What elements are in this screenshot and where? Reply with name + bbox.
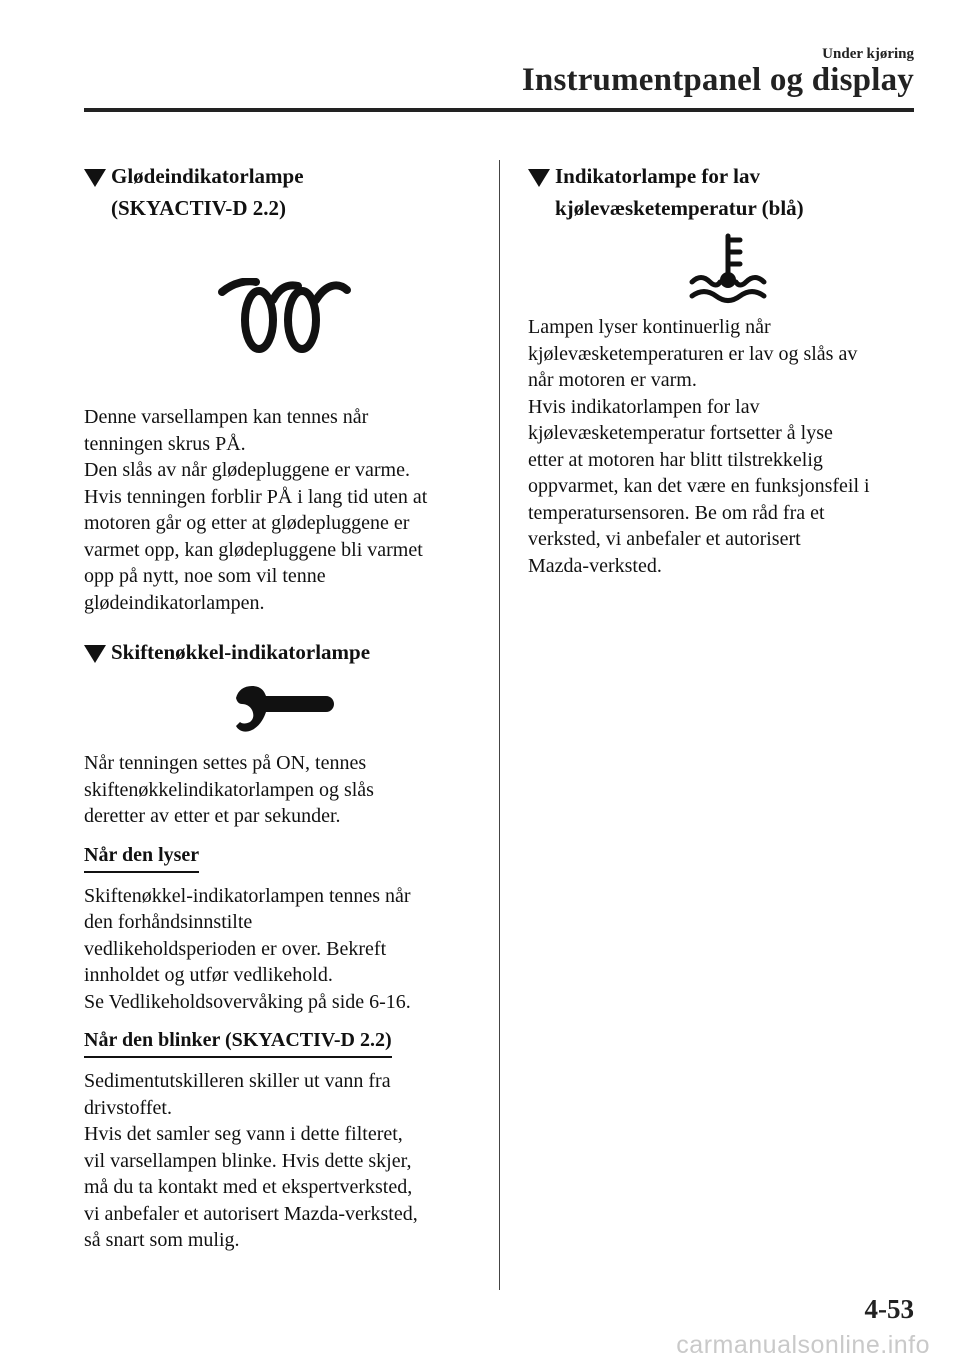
wrench-heading-text: Skiftenøkkel-indikatorlampe — [111, 640, 371, 664]
when-lit-body: Skiftenøkkel-indikatorlampen tennes når den forhåndsinnstilte vedlikeholdsperioden er over. Bekreft innholdet og utfør vedlikehold. Se Vedlikeholdsovervåking på side 6-16. — [84, 884, 411, 1013]
triangle-bullet-icon — [84, 645, 106, 663]
glow-section-heading — [84, 160, 484, 224]
page-number: 4-53 — [864, 1294, 914, 1324]
right-column — [528, 160, 928, 579]
when-blinking-heading: Når den blinker (SKYACTIV-D 2.2) — [84, 1027, 392, 1058]
header-section-label: Under kjøring — [822, 46, 914, 62]
page-title: Instrumentpanel og display — [521, 62, 914, 98]
glow-heading-text: Glødeindikatorlampe (SKYACTIV-D 2.2) — [111, 164, 304, 220]
when-blinking-body: Sedimentutskilleren skiller ut vann fra drivstoffet. Hvis det samler seg vann i dette filteret, vil varsellampen blinke. Hvis dette skjer, må du ta kontakt med et ekspertverksted, vi anbefaler et autorisert Mazda-verksted, så snart som mulig. — [84, 1070, 418, 1251]
coolant-temperature-icon — [528, 232, 928, 304]
watermark: carmanualsonline.info — [676, 1331, 930, 1359]
coolant-heading-text: Indikatorlampe for lav kjølevæsketemperatur (blå) — [555, 164, 804, 220]
glow-plug-coil-icon — [84, 278, 484, 358]
glow-body: Denne varsellampen kan tennes når tenningen skrus PÅ. Den slås av når glødepluggene er varme. Hvis tenningen forblir PÅ i lang tid uten at motoren går og etter at glødepluggene er varmet opp, kan glødepluggene bli varmet opp på nytt, noe som vil tenne glødeindikatorlampen. — [84, 406, 428, 614]
wrench-section-heading — [84, 636, 484, 668]
coolant-body: Lampen lyser kontinuerlig når kjølevæsketemperaturen er lav og slås av når motoren er varm. Hvis indikatorlampen for lav kjølevæsketemperatur fortsetter å lyse etter at motoren har blitt tilstrekkelig oppvarmet, kan det være en funksjonsfeil i temperatursensoren. Be om råd fra et verksted, vi anbefaler et autorisert Mazda-verksted. — [528, 316, 870, 577]
wrench-body: Når tenningen settes på ON, tennes skiftenøkkelindikatorlampen og slås deretter av etter et par sekunder. — [84, 752, 374, 827]
coolant-section-heading — [528, 160, 928, 224]
left-column — [84, 160, 484, 1254]
column-divider — [499, 160, 500, 1290]
when-lit-heading: Når den lyser — [84, 842, 199, 873]
wrench-icon — [84, 686, 484, 734]
triangle-bullet-icon — [528, 169, 550, 187]
header-rule — [84, 108, 914, 112]
triangle-bullet-icon — [84, 169, 106, 187]
